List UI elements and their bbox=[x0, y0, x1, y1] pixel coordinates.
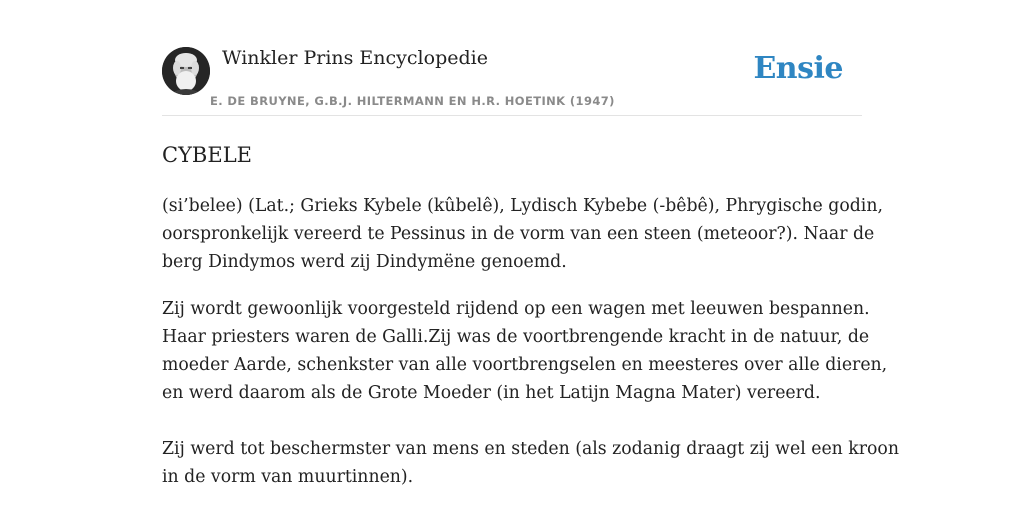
paragraph bbox=[162, 192, 883, 276]
entry-title: CYBELE bbox=[162, 143, 252, 167]
paragraph bbox=[162, 295, 888, 407]
text-line: in de vorm van muurtinnen). bbox=[162, 467, 414, 487]
text-line: (si’belee) (Lat.; Grieks Kybele (kûbelê), Lydisch Kybebe (-bêbê), Phrygische godin, bbox=[162, 196, 883, 216]
portrait-image bbox=[162, 47, 210, 95]
text-line: en werd daarom als de Grote Moeder (in het Latijn Magna Mater) vereerd. bbox=[162, 383, 821, 403]
page bbox=[162, 0, 899, 512]
text-line: moeder Aarde, schenkster van alle voortbrengselen en meesteres over alle dieren, bbox=[162, 355, 888, 375]
text-line: Zij werd tot beschermster van mens en steden (als zodanig draagt zij wel een kroon bbox=[162, 439, 899, 459]
source-header bbox=[162, 0, 862, 116]
text-line: Haar priesters waren de Galli.Zij was de voortbrengende kracht in de natuur, de bbox=[162, 327, 870, 347]
text-line: berg Dindymos werd zij Dindymëne genoemd. bbox=[162, 252, 567, 272]
author-avatar[interactable] bbox=[162, 47, 210, 95]
text-line: Zij wordt gewoonlijk voorgesteld rijdend op een wagen met leeuwen bespannen. bbox=[162, 299, 870, 319]
paragraph bbox=[162, 435, 899, 491]
source-title[interactable]: Winkler Prins Encyclopedie bbox=[222, 47, 488, 69]
text-line: oorspronkelijk vereerd te Pessinus in de vorm van een steen (meteoor?). Naar de bbox=[162, 224, 875, 244]
authors-line: E. DE BRUYNE, G.B.J. HILTERMANN EN H.R. HOETINK (1947) bbox=[210, 94, 615, 108]
brand-logo[interactable]: Ensie bbox=[753, 51, 843, 86]
entry-body bbox=[162, 192, 899, 510]
